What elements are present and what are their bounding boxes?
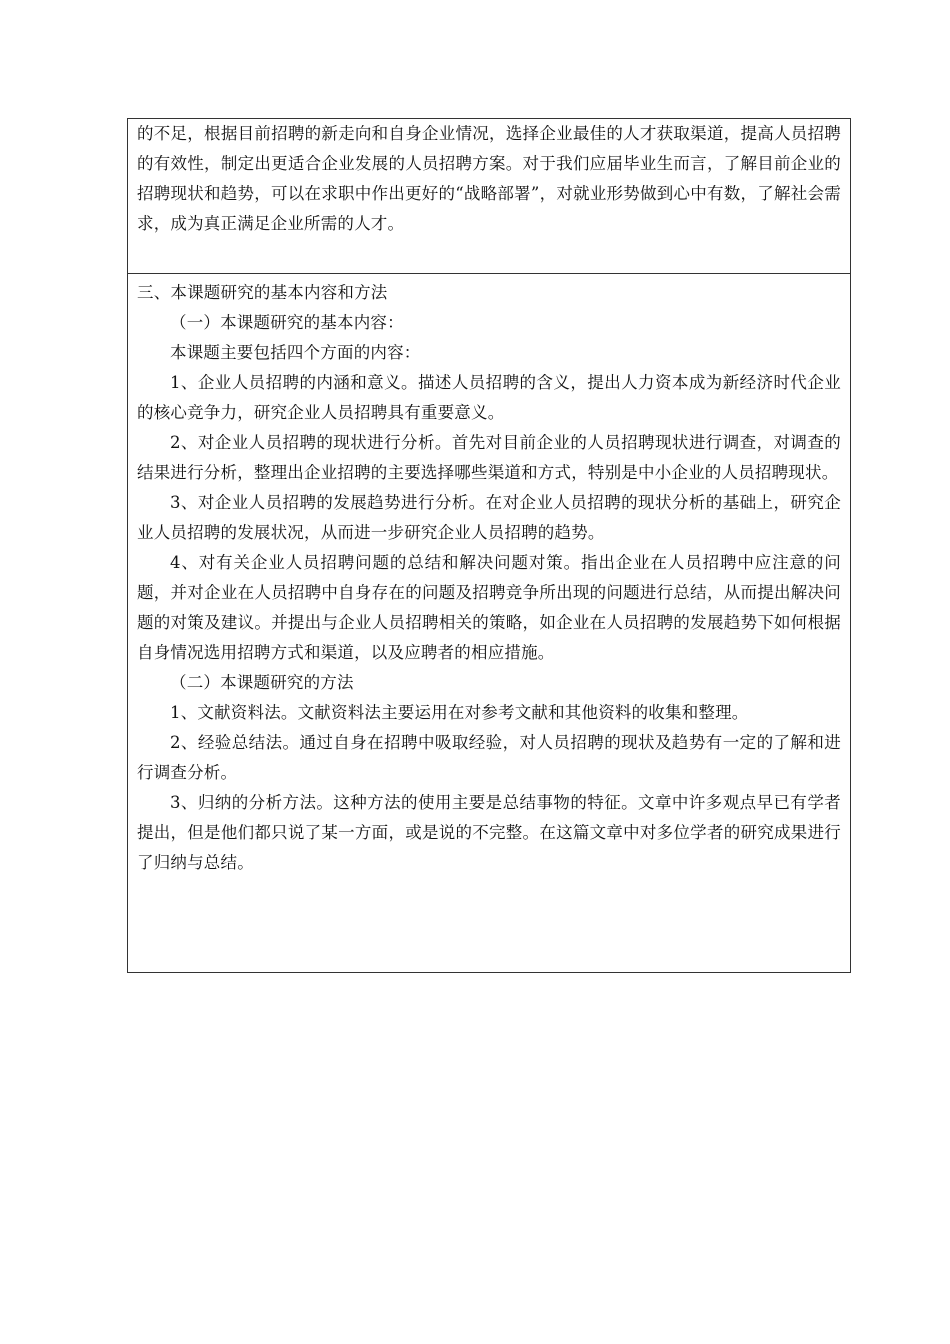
subsection-heading-methods: （二）本课题研究的方法 [170,673,354,692]
content-item-1: 1、企业人员招聘的内涵和意义。描述人员招聘的含义，提出人力资本成为新经济时代企业的核心竞争力，研究企业人员招聘具有重要意义。 [137,373,841,422]
subsection-heading-content: （一）本课题研究的基本内容： [170,313,404,332]
method-item-3: 3、归纳的分析方法。这种方法的使用主要是总结事物的特征。文章中许多观点早已有学者提出，但是他们都只说了某一方面，或是说的不完整。在这篇文章中对多位学者的研究成果进行了归纳与总结。 [137,793,841,872]
content-item-2: 2、对企业人员招聘的现状进行分析。首先对目前企业的人员招聘现状进行调查，对调查的结果进行分析，整理出企业招聘的主要选择哪些渠道和方式，特别是中小企业的人员招聘现状。 [137,433,841,482]
content-item-3: 3、对企业人员招聘的发展趋势进行分析。在对企业人员招聘的现状分析的基础上，研究企业人员招聘的发展状况，从而进一步研究企业人员招聘的趋势。 [137,493,841,542]
section-heading: 三、本课题研究的基本内容和方法 [137,283,388,302]
method-item-1: 1、文献资料法。文献资料法主要运用在对参考文献和其他资料的收集和整理。 [170,703,749,722]
table-cell-content-and-methods [128,274,850,972]
proposal-table [127,118,851,973]
table-cell-background-continued [128,119,850,274]
method-item-2: 2、经验总结法。通过自身在招聘中吸取经验，对人员招聘的现状及趋势有一定的了解和进行调查分析。 [137,733,841,782]
paragraph-background-ending: 的不足，根据目前招聘的新走向和自身企业情况，选择企业最佳的人才获取渠道，提高人员招聘的有效性，制定出更适合企业发展的人员招聘方案。对于我们应届毕业生而言，了解目前企业的招聘现状和趋势，可以在求职中作出更好的“战略部署”，对就业形势做到心中有数，了解社会需求，成为真正满足企业所需的人才。 [137,124,841,233]
content-intro: 本课题主要包括四个方面的内容： [170,343,421,362]
content-item-4: 4、对有关企业人员招聘问题的总结和解决问题对策。指出企业在人员招聘中应注意的问题，并对企业在人员招聘中自身存在的问题及招聘竞争所出现的问题进行总结，从而提出解决问题的对策及建议。并提出与企业人员招聘相关的策略，如企业在人员招聘的发展趋势下如何根据自身情况选用招聘方式和渠道，以及应聘者的相应措施。 [137,553,841,662]
